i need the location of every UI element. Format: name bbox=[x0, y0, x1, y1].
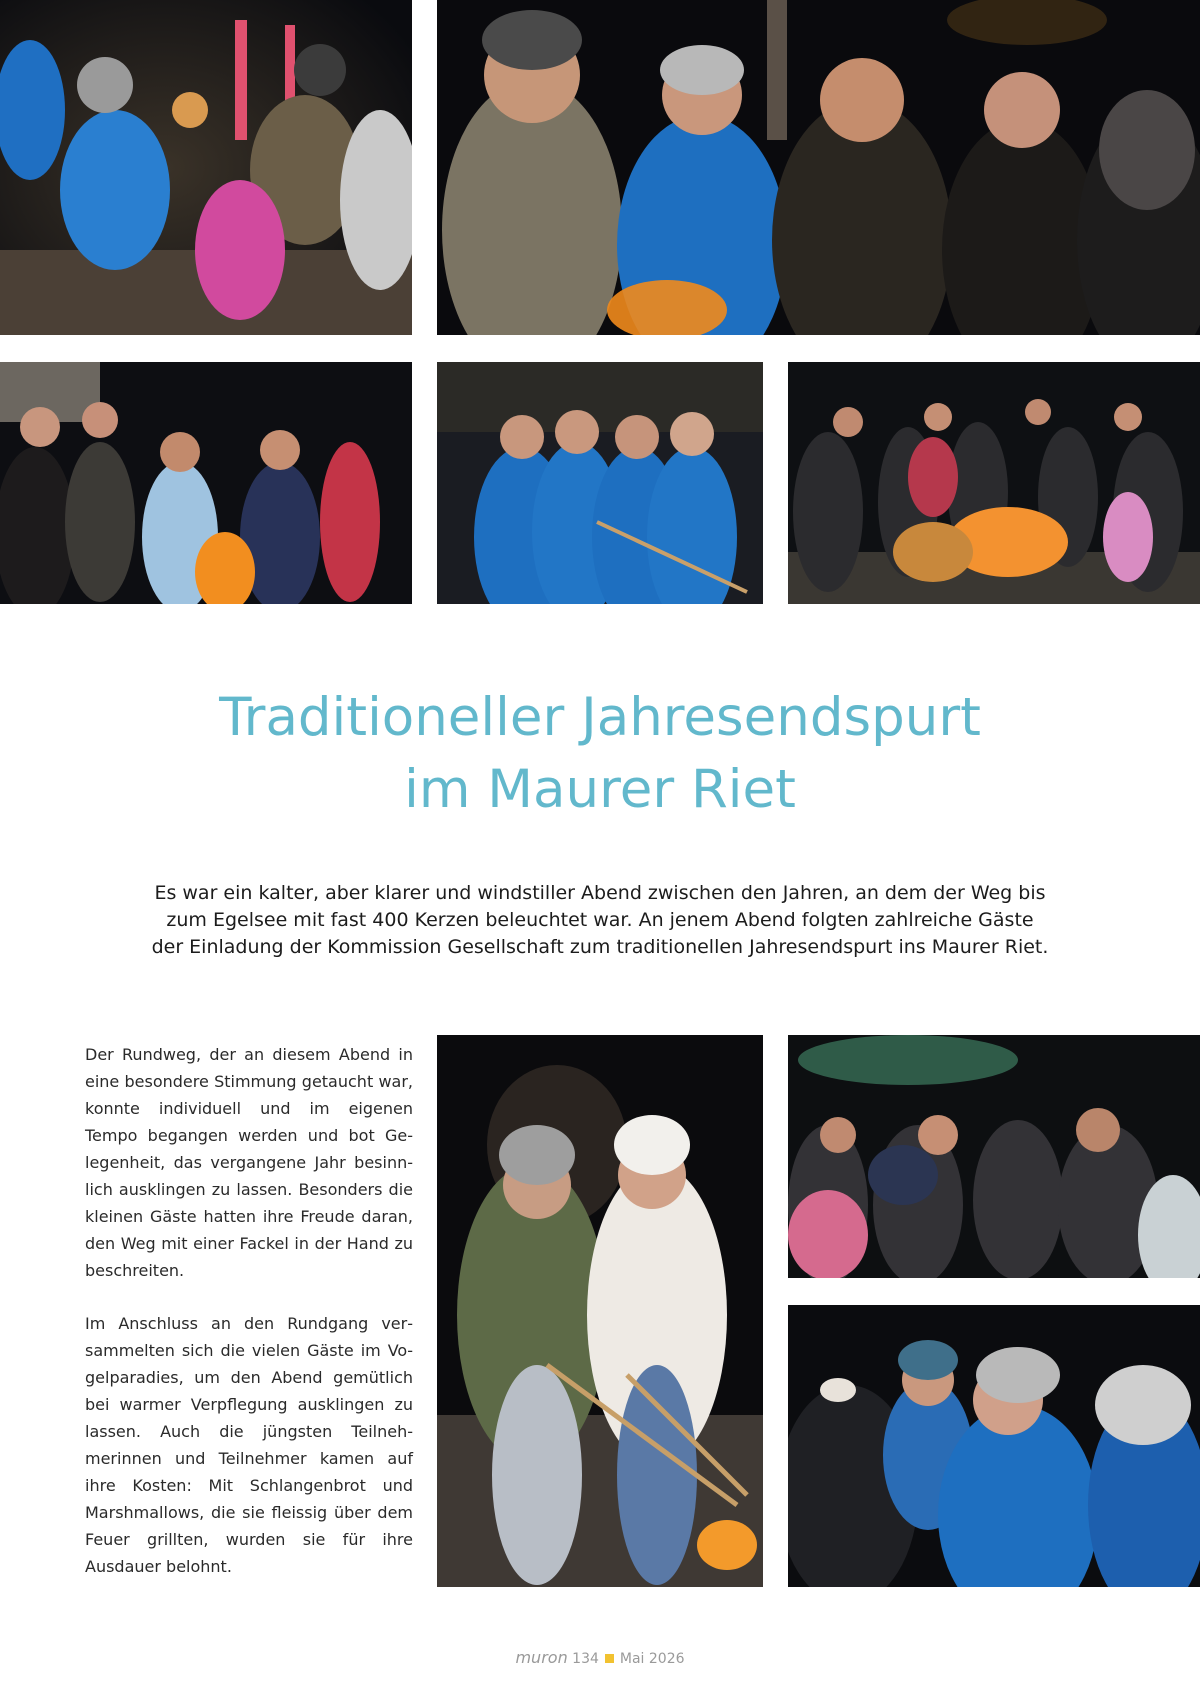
article-body bbox=[85, 1041, 413, 1606]
photo-torch-crowd bbox=[0, 0, 412, 335]
article-lead-line-3: der Einladung der Kommission Gesellschaft zum traditionellen Jahresendspurt ins Maurer Riet. bbox=[151, 936, 1049, 958]
issue-date: Mai 2026 bbox=[619, 1651, 685, 1667]
article-lead-line-2: zum Egelsee mit fast 400 Kerzen beleuchtet war. An jenem Abend folgten zahlreiche Gäste bbox=[166, 909, 1034, 931]
magazine-name: muron bbox=[515, 1648, 568, 1667]
article-title-line-2: im Maurer Riet bbox=[404, 759, 796, 820]
issue-number: 134 bbox=[572, 1651, 599, 1667]
article-lead bbox=[120, 880, 1080, 961]
photo-crowd-fire-bowl bbox=[788, 362, 1200, 604]
article-title-line-1: Traditioneller Jahresendspurt bbox=[219, 687, 981, 748]
photo-crowd-umbrellas bbox=[788, 1035, 1200, 1278]
article-title bbox=[0, 682, 1200, 826]
photo-team-blue-jackets bbox=[437, 362, 763, 604]
article-paragraph-1: Der Rundweg, der an diesem Abend in eine besondere Stimmung getaucht war, konnte individuell und im eigenen Tempo begangen werden und bot Gelegenheit, das vergangene Jahr besinnlich ausklingen zu lassen. Besonders die kleinen Gäste hatten ihre Freude daran, den Weg mit einer Fackel in der Hand zu beschreiten. bbox=[85, 1045, 413, 1280]
article-lead-line-1: Es war ein kalter, aber klarer und windstiller Abend zwischen den Jahren, an dem der Weg bis bbox=[154, 882, 1046, 904]
photo-group-portrait bbox=[437, 0, 1200, 335]
photo-families-fire bbox=[0, 362, 412, 604]
page-footer bbox=[0, 1648, 1200, 1667]
photo-marshmallow-group bbox=[788, 1305, 1200, 1587]
accent-square-icon bbox=[605, 1654, 614, 1663]
photo-girls-stick-bread bbox=[437, 1035, 763, 1587]
article-paragraph-2: Im Anschluss an den Rundgang versammelten sich die vielen Gäste im Vogelparadies, um den Abend gemütlich bei warmer Verpflegung ausklingen zu lassen. Auch die jüngsten Teilnehmerinnen und Teilnehmer kamen auf ihre Kosten: Mit Schlangenbrot und Marshmallows, die sie fleissig über dem Feuer grillten, wurden sie für ihre Ausdauer belohnt. bbox=[85, 1314, 413, 1576]
